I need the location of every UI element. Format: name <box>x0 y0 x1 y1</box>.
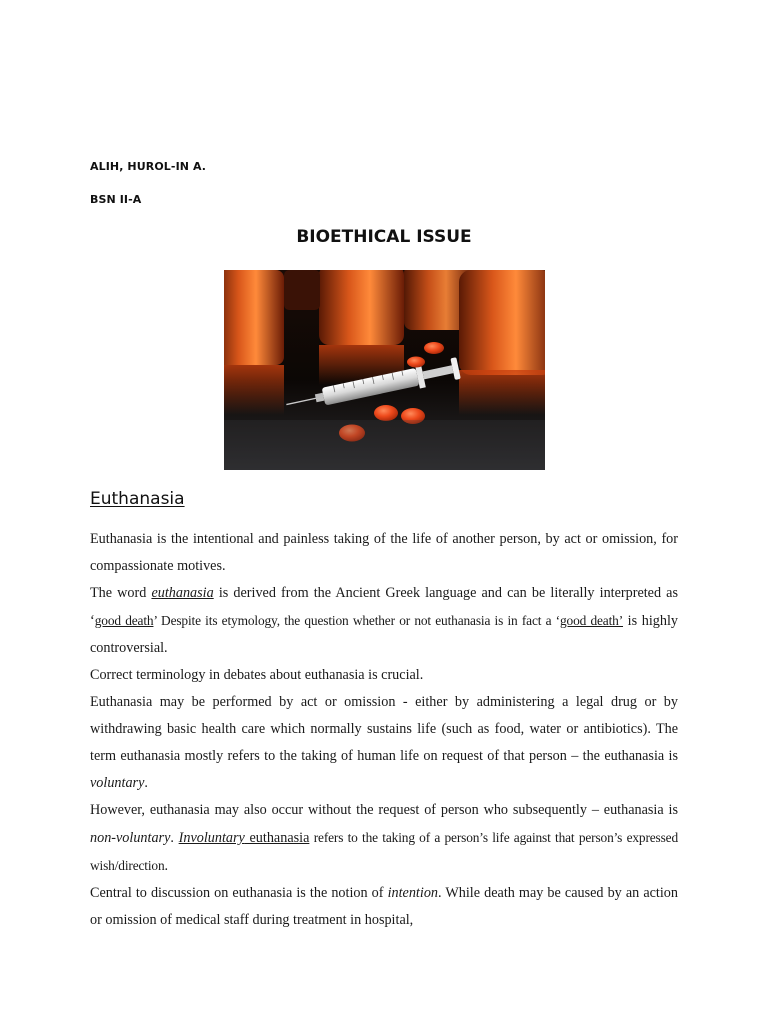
document-title: BIOETHICAL ISSUE <box>296 227 472 247</box>
term-euthanasia-underlined: euthanasia <box>244 830 310 846</box>
paragraph-voluntary <box>90 689 678 797</box>
paragraph-definition: Euthanasia is the intentional and painless taking of the life of another person, by act or omission, for compassionate motives. <box>90 531 678 574</box>
term-intention: intention <box>387 885 439 901</box>
text-run: Euthanasia may be performed by act or omission - either by administering a legal drug or by withdrawing basic health care which normally sustains life (such as food, water or antibiotics). The term euthanasia mostly refers to the taking of human life on request of that person – the euthanasia is <box>90 694 678 764</box>
author-name: ALIH, HUROL-IN A. <box>90 160 207 173</box>
text-run: The word <box>90 585 152 601</box>
term-involuntary: Involuntary <box>178 830 245 846</box>
course-section: BSN II-A <box>90 193 142 206</box>
term-good-death-quoted: good death’ <box>559 613 624 628</box>
term-good-death: good death <box>94 613 154 628</box>
text-run: . <box>144 775 148 791</box>
syringe-and-pills-illustration <box>224 270 545 470</box>
term-voluntary: voluntary <box>90 775 145 791</box>
text-run: . <box>164 858 169 874</box>
paragraph-intention <box>90 880 678 934</box>
text-run: . While death may be caused by an action or omission of medical staff during treatment in hospital, <box>90 885 678 928</box>
text-run: . <box>170 830 179 846</box>
paragraph-non-voluntary <box>90 797 678 880</box>
text-run: However, euthanasia may also occur without the request of person who subsequently – euthanasia is <box>90 802 678 818</box>
text-run: Central to discussion on euthanasia is the notion of <box>90 885 388 901</box>
term-euthanasia: euthanasia <box>151 585 214 601</box>
syringe-and-pills-photo <box>224 270 545 470</box>
paragraph-terminology: Correct terminology in debates about euthanasia is crucial. <box>90 667 424 683</box>
paragraph-etymology <box>90 580 678 662</box>
text-run: ’ Despite its etymology, the question whether or not euthanasia is in fact a ‘ <box>153 613 560 628</box>
text-run: refers to the taking of a person’s life against that person’s expressed wish/direction <box>90 830 679 873</box>
text-run: is highly controversial. <box>90 613 678 656</box>
essay-body <box>90 526 678 934</box>
term-non-voluntary: non-voluntary <box>90 830 171 846</box>
section-heading-euthanasia: Euthanasia <box>90 489 185 509</box>
text-run: is derived from the Ancient Greek language and can be literally interpreted as ‘ <box>90 585 678 629</box>
